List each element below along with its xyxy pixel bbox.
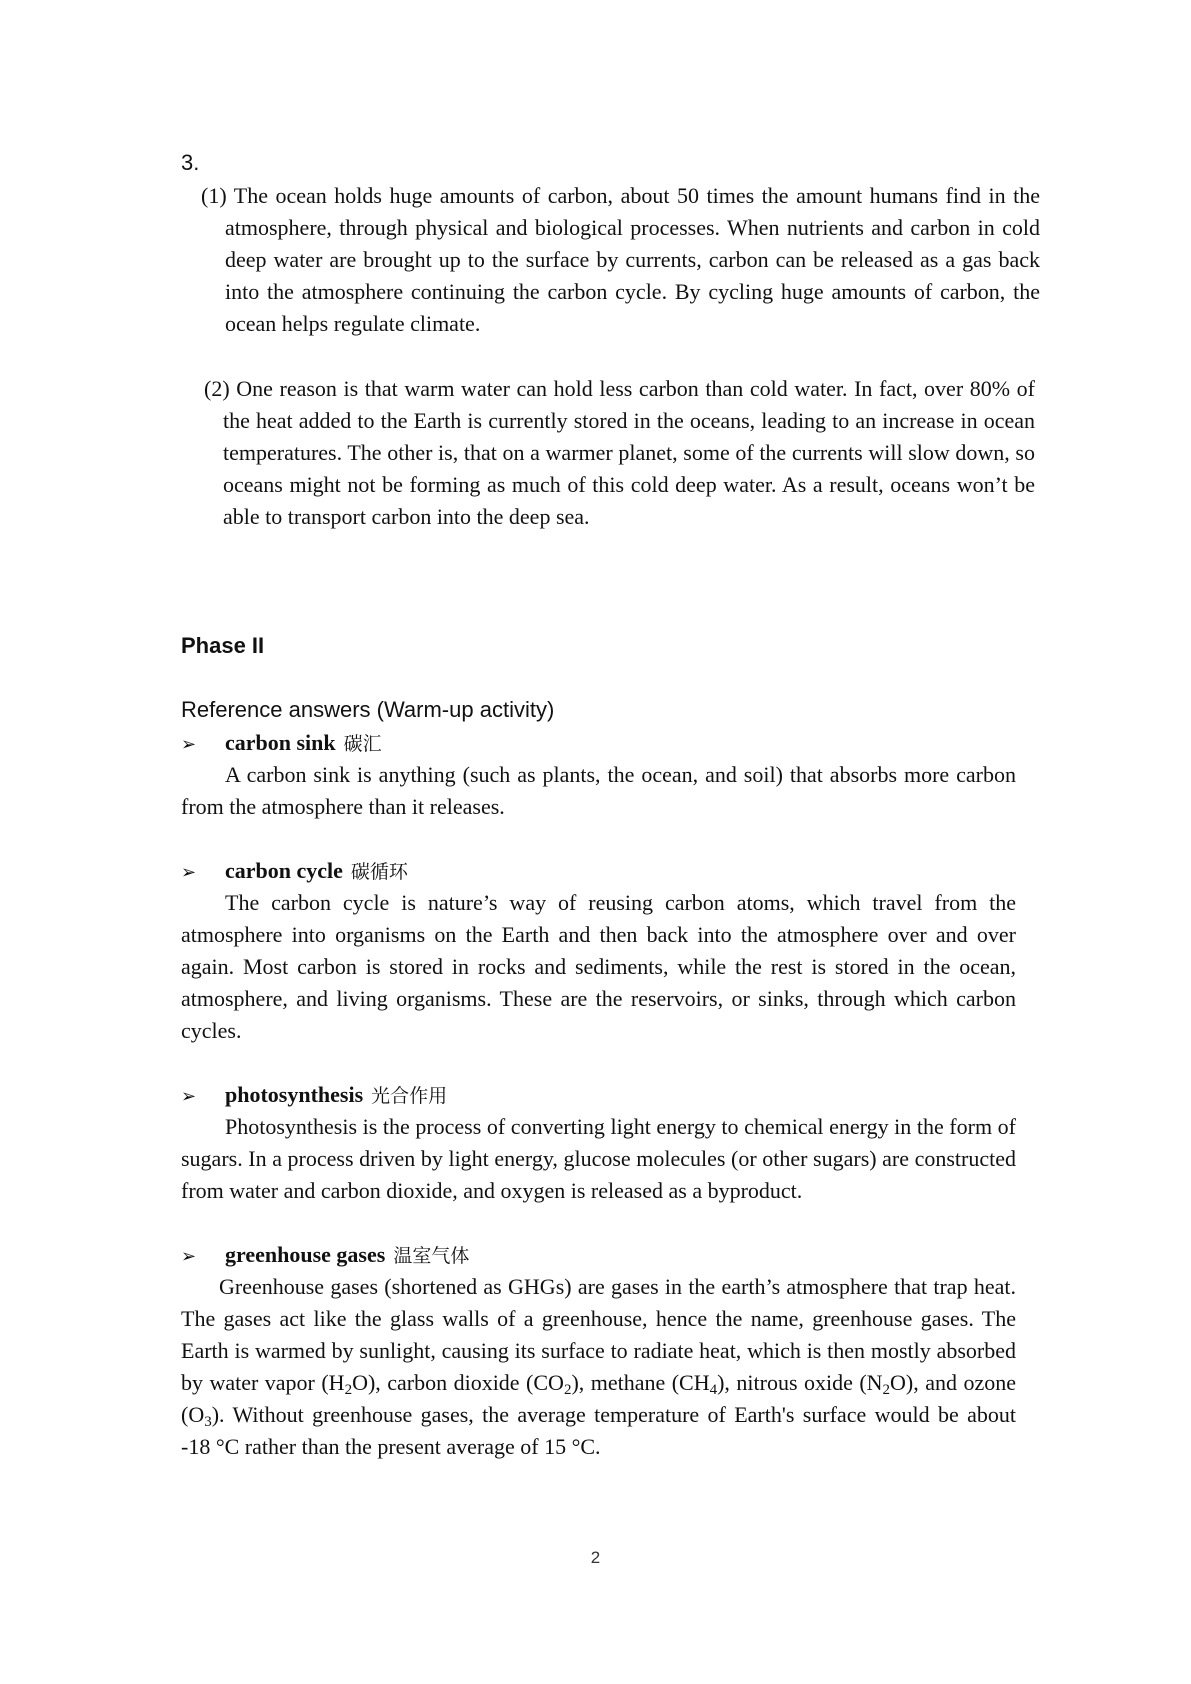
term-name: carbon sink: [225, 730, 336, 755]
term-heading-carbon-sink: [181, 727, 382, 761]
term-chinese: 光合作用: [371, 1085, 448, 1107]
term-definition-carbon-sink: A carbon sink is anything (such as plants, the ocean, and soil) that absorbs more carbon from the atmosphere than it releases.: [181, 762, 1016, 819]
page-number: 2: [590, 1548, 601, 1567]
term-heading-greenhouse-gases: [181, 1239, 469, 1273]
arrow-bullet-icon: ➢: [181, 862, 197, 883]
answer-paragraph-2: (2) One reason is that warm water can hold less carbon than cold water. In fact, over 80% of the heat added to the Earth is currently stored in the oceans, leading to an increase in ocean temperatures. The other is, that on a warmer planet, some of the currents will slow down, so oceans might not be forming as much of this cold deep water. As a result, oceans won’t be able to transport carbon into the deep sea.: [204, 376, 1035, 529]
term-heading-carbon-cycle: [181, 855, 408, 889]
question-number: 3.: [181, 150, 200, 175]
term-definition-greenhouse-gases: Greenhouse gases (shortened as GHGs) are gases in the earth’s atmosphere that trap heat. The gases act like the glass walls of a greenhouse, hence the name, greenhouse gases. The Earth is warmed by sunlight, causing its surface to radiate heat, which is then mostly absorbed by water vapor $(H_2O)$, carbon dioxide $(CO_2)$, methane $(CH_4)$, nitrous oxide $(N_2O)$, and ozone $(O_3)$. Without greenhouse gases, the average temperature of Earth's surface would be about -18 °C rather than the present average of 15 °C.: [181, 1274, 1016, 1459]
arrow-bullet-icon: ➢: [181, 1086, 197, 1107]
section-heading: Phase II: [181, 633, 265, 658]
answer-paragraph-1: (1) The ocean holds huge amounts of carbon, about 50 times the amount humans find in the atmosphere, through physical and biological processes. When nutrients and carbon in cold deep water are brought up to the surface by currents, carbon can be released as a gas back into the atmosphere continuing the carbon cycle. By cycling huge amounts of carbon, the ocean helps regulate climate.: [201, 183, 1040, 336]
term-name: photosynthesis: [225, 1082, 364, 1107]
term-name: carbon cycle: [225, 858, 343, 883]
arrow-bullet-icon: ➢: [181, 734, 197, 755]
arrow-bullet-icon: ➢: [181, 1246, 197, 1267]
term-name: greenhouse gases: [225, 1242, 386, 1267]
term-chinese: 温室气体: [393, 1245, 470, 1267]
term-definition-photosynthesis: Photosynthesis is the process of converting light energy to chemical energy in the form of sugars. In a process driven by light energy, glucose molecules (or other sugars) are constructed from water and carbon dioxide, and oxygen is released as a byproduct.: [181, 1114, 1016, 1203]
reference-answers-heading: Reference answers (Warm-up activity): [181, 697, 555, 722]
term-chinese: 碳汇: [343, 733, 382, 755]
term-definition-carbon-cycle: The carbon cycle is nature’s way of reusing carbon atoms, which travel from the atmosphere into organisms on the Earth and then back into the atmosphere over and over again. Most carbon is stored in rocks and sediments, while the rest is stored in the ocean, atmosphere, and living organisms. These are the reservoirs, or sinks, through which carbon cycles.: [181, 890, 1016, 1043]
term-heading-photosynthesis: [181, 1079, 447, 1113]
term-chinese: 碳循环: [350, 861, 408, 883]
